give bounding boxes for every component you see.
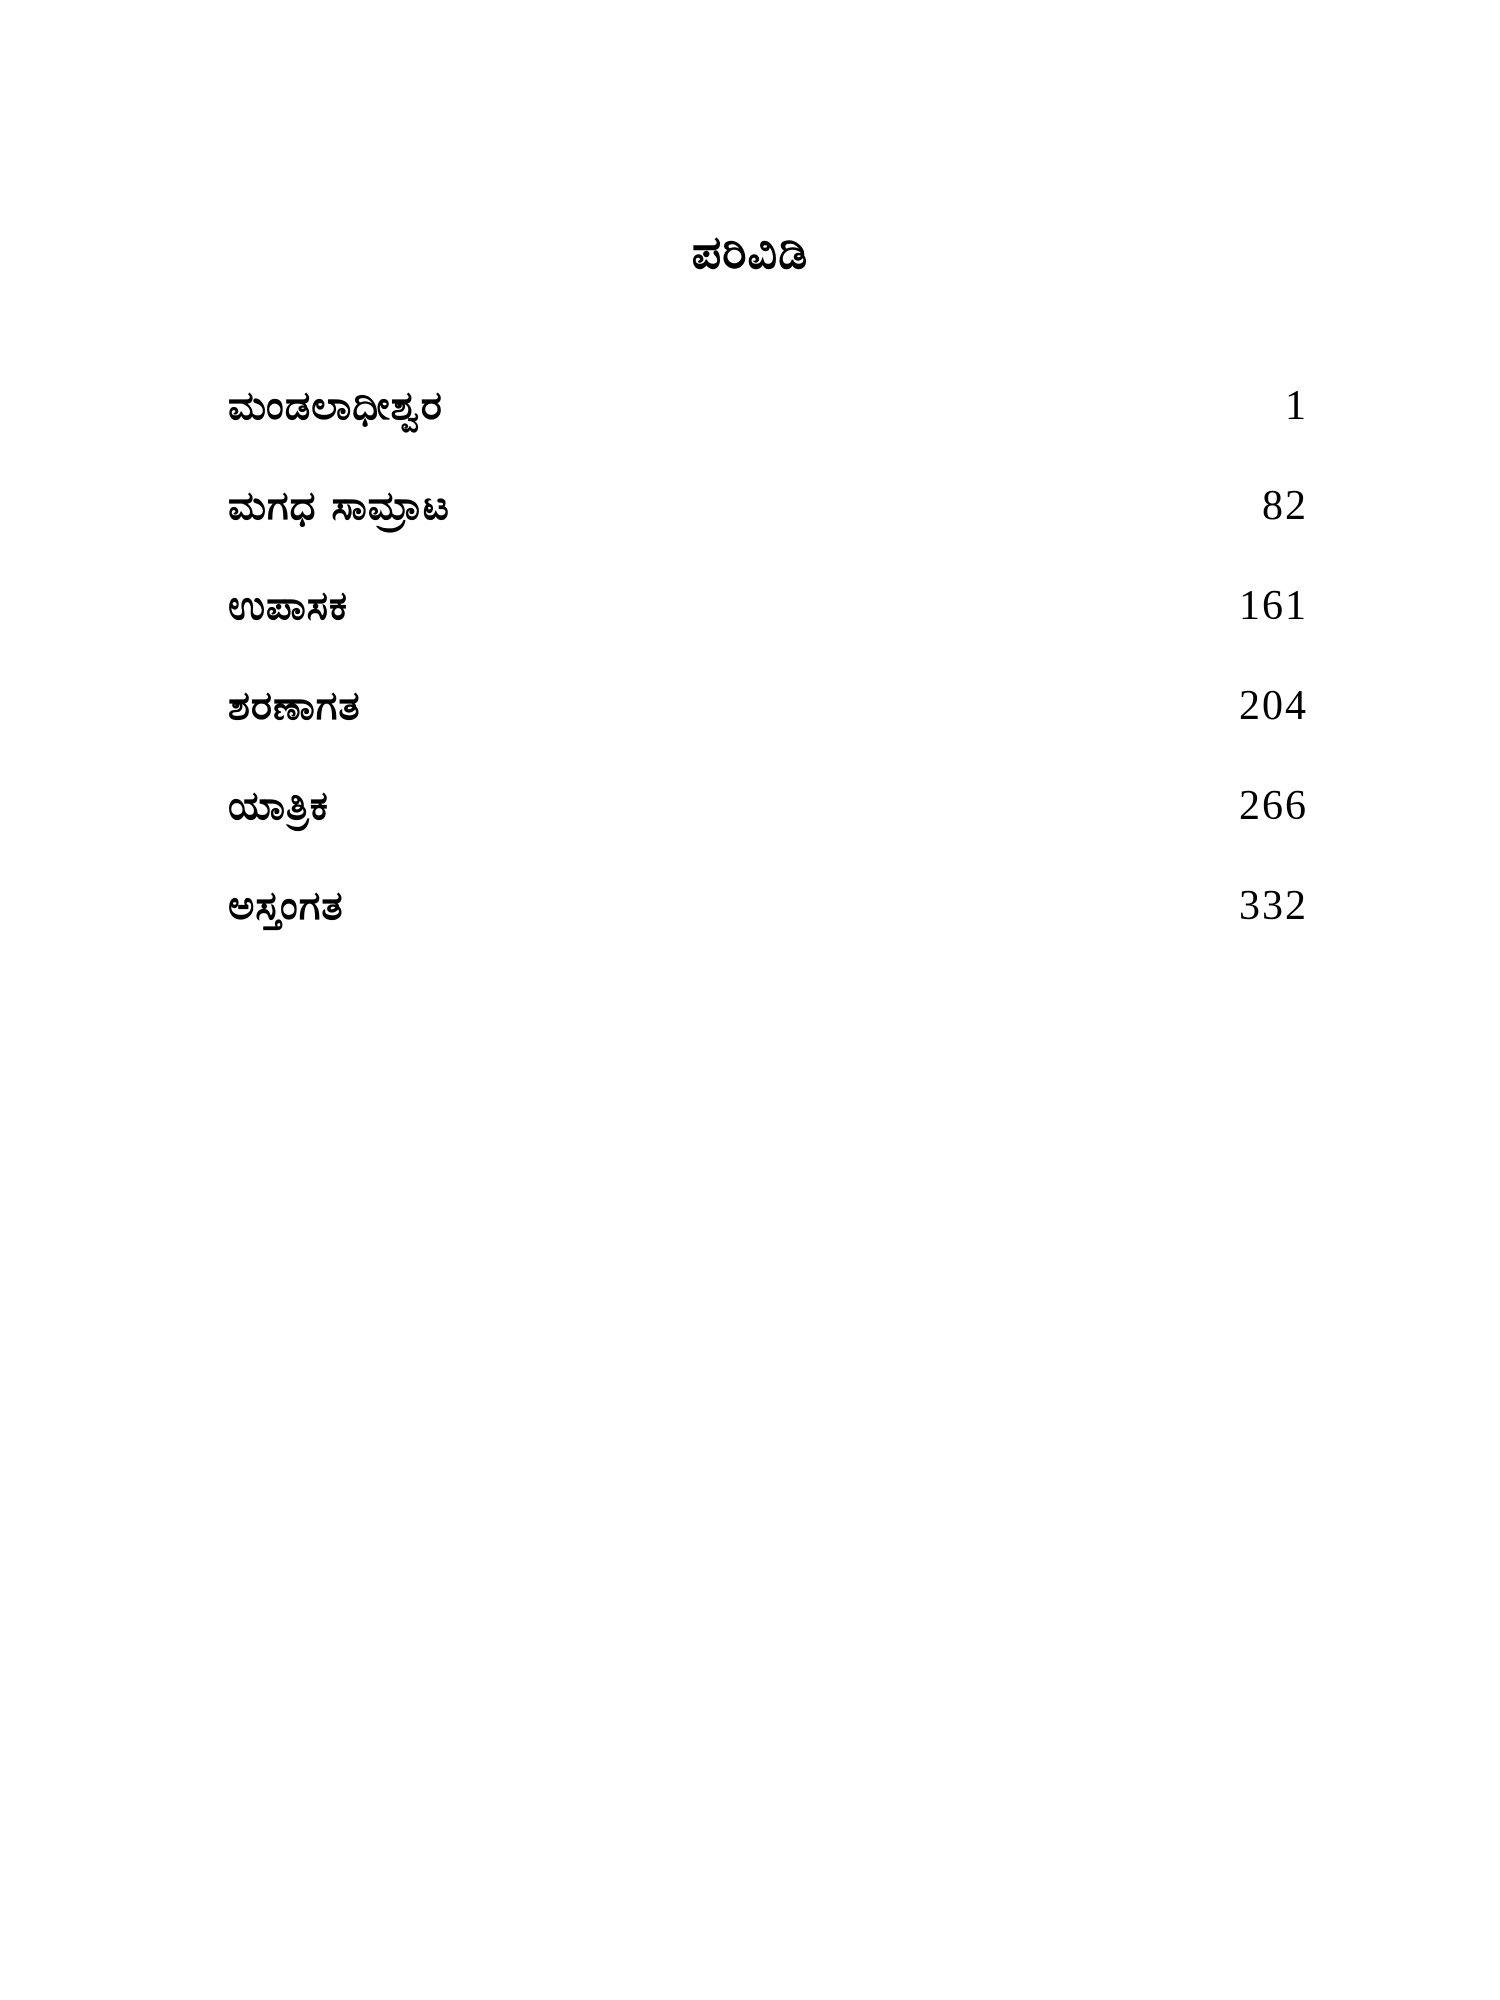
toc-entry bbox=[228, 768, 1308, 868]
toc-entry-title: ಮಗಧ ಸಾಮ್ರಾಟ bbox=[228, 483, 450, 529]
toc-entry bbox=[228, 868, 1308, 968]
toc-entry-page-number: 82 bbox=[1262, 483, 1308, 529]
toc-entry-page-number: 332 bbox=[1239, 883, 1308, 929]
toc-entry-title: ಮಂಡಲಾಧೀಶ್ವರ bbox=[228, 383, 443, 429]
toc-entry-page-number: 204 bbox=[1239, 683, 1308, 729]
toc-entry bbox=[228, 668, 1308, 768]
toc-entry-title: ಅಸ್ತಂಗತ bbox=[228, 883, 344, 929]
toc-entry bbox=[228, 468, 1308, 568]
toc-entry-title: ಶರಣಾಗತ bbox=[228, 683, 361, 729]
toc-entry bbox=[228, 368, 1308, 468]
toc-entry bbox=[228, 568, 1308, 668]
page-title: ಪರಿವಿಡಿ bbox=[691, 225, 809, 279]
toc-entry-title: ಉಪಾಸಕ bbox=[228, 583, 349, 629]
toc-entry-page-number: 161 bbox=[1239, 583, 1308, 629]
toc-entry-page-number: 266 bbox=[1239, 783, 1308, 829]
table-of-contents bbox=[228, 368, 1308, 968]
toc-entry-title: ಯಾತ್ರಿಕ bbox=[228, 783, 329, 829]
toc-entry-page-number: 1 bbox=[1285, 383, 1308, 429]
